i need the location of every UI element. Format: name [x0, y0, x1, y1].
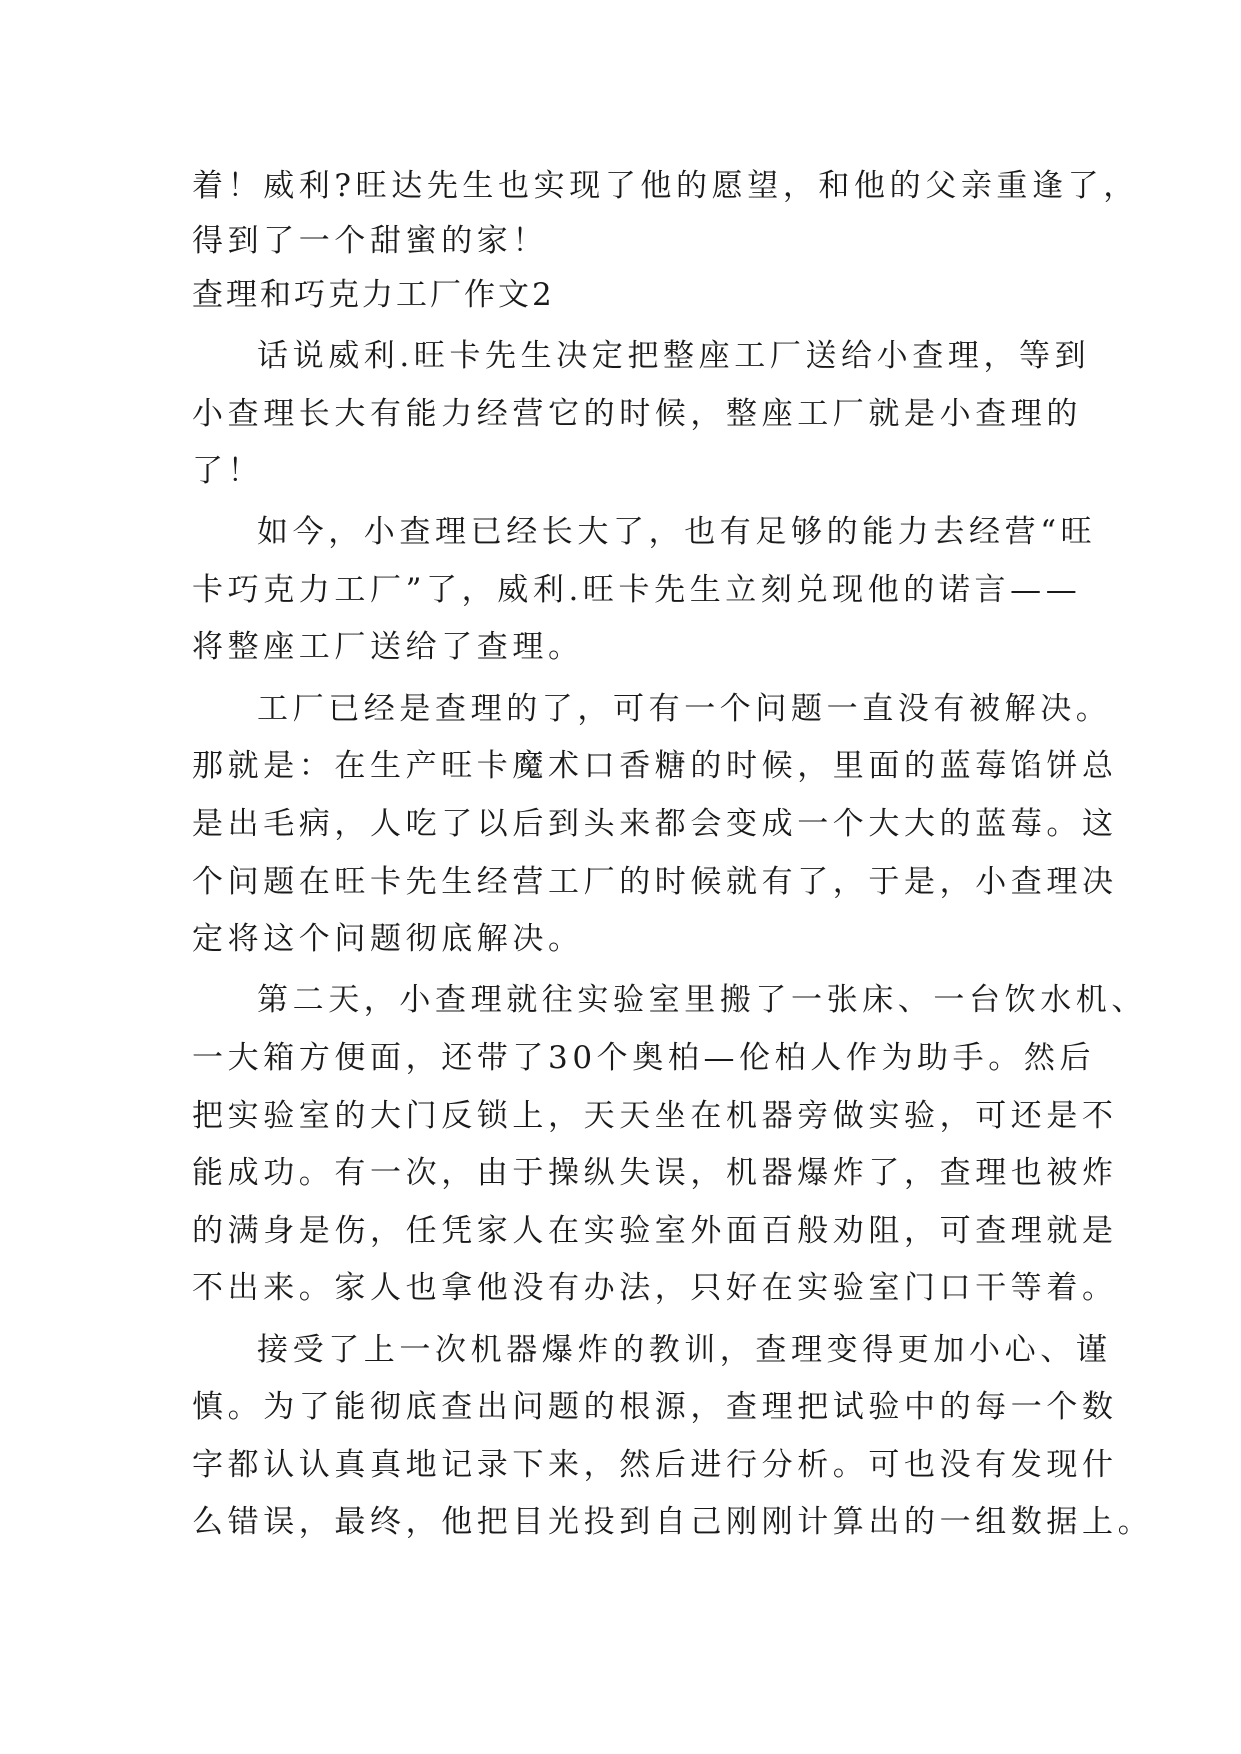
paragraph-line: 接受了上一次机器爆炸的教训，查理变得更加小心、谨: [257, 1332, 1112, 1368]
paragraph-line: 能成功。有一次，由于操纵失误，机器爆炸了，查理也被炸: [192, 1155, 1118, 1191]
paragraph-line: 工厂已经是查理的了，可有一个问题一直没有被解决。: [257, 691, 1112, 727]
paragraph-line: 不出来。家人也拿他没有办法，只好在实验室门口干等着。: [192, 1270, 1118, 1306]
paragraph-line: 将整座工厂送给了查理。: [192, 629, 584, 665]
paragraph-line: 的满身是伤，任凭家人在实验室外面百般劝阻，可查理就是: [192, 1213, 1118, 1249]
paragraph-line: 了！: [192, 453, 264, 489]
paragraph-line: 把实验室的大门反锁上，天天坐在机器旁做实验，可还是不: [192, 1098, 1118, 1134]
section-heading: 查理和巧克力工厂作文2: [192, 277, 555, 313]
paragraph-line: 个问题在旺卡先生经营工厂的时候就有了，于是，小查理决: [192, 864, 1118, 900]
paragraph-line: 慎。为了能彻底查出问题的根源，查理把试验中的每一个数: [192, 1389, 1118, 1425]
text-line: 着！威利?旺达先生也实现了他的愿望，和他的父亲重逢了，: [192, 168, 1139, 204]
paragraph-line: 话说威利.旺卡先生决定把整座工厂送给小查理，等到: [257, 338, 1091, 374]
paragraph-line: 小查理长大有能力经营它的时候，整座工厂就是小查理的: [192, 396, 1082, 432]
paragraph-line: 么错误，最终，他把目光投到自己刚刚计算出的一组数据上。: [192, 1504, 1154, 1540]
paragraph-line: 那就是：在生产旺卡魔术口香糖的时候，里面的蓝莓馅饼总: [192, 748, 1118, 784]
text-line: 得到了一个甜蜜的家！: [192, 223, 548, 259]
paragraph-line: 一大箱方便面，还带了30个奥柏—伦柏人作为助手。然后: [192, 1040, 1096, 1076]
paragraph-line: 卡巧克力工厂”了，威利.旺卡先生立刻兑现他的诺言——: [192, 572, 1082, 608]
paragraph-line: 字都认认真真地记录下来，然后进行分析。可也没有发现什: [192, 1447, 1118, 1483]
paragraph-line: 是出毛病，人吃了以后到头来都会变成一个大大的蓝莓。这: [192, 806, 1118, 842]
paragraph-line: 如今，小查理已经长大了，也有足够的能力去经营“旺: [257, 514, 1097, 550]
paragraph-line: 定将这个问题彻底解决。: [192, 921, 584, 957]
paragraph-line: 第二天，小查理就往实验室里搬了一张床、一台饮水机、: [257, 982, 1147, 1018]
